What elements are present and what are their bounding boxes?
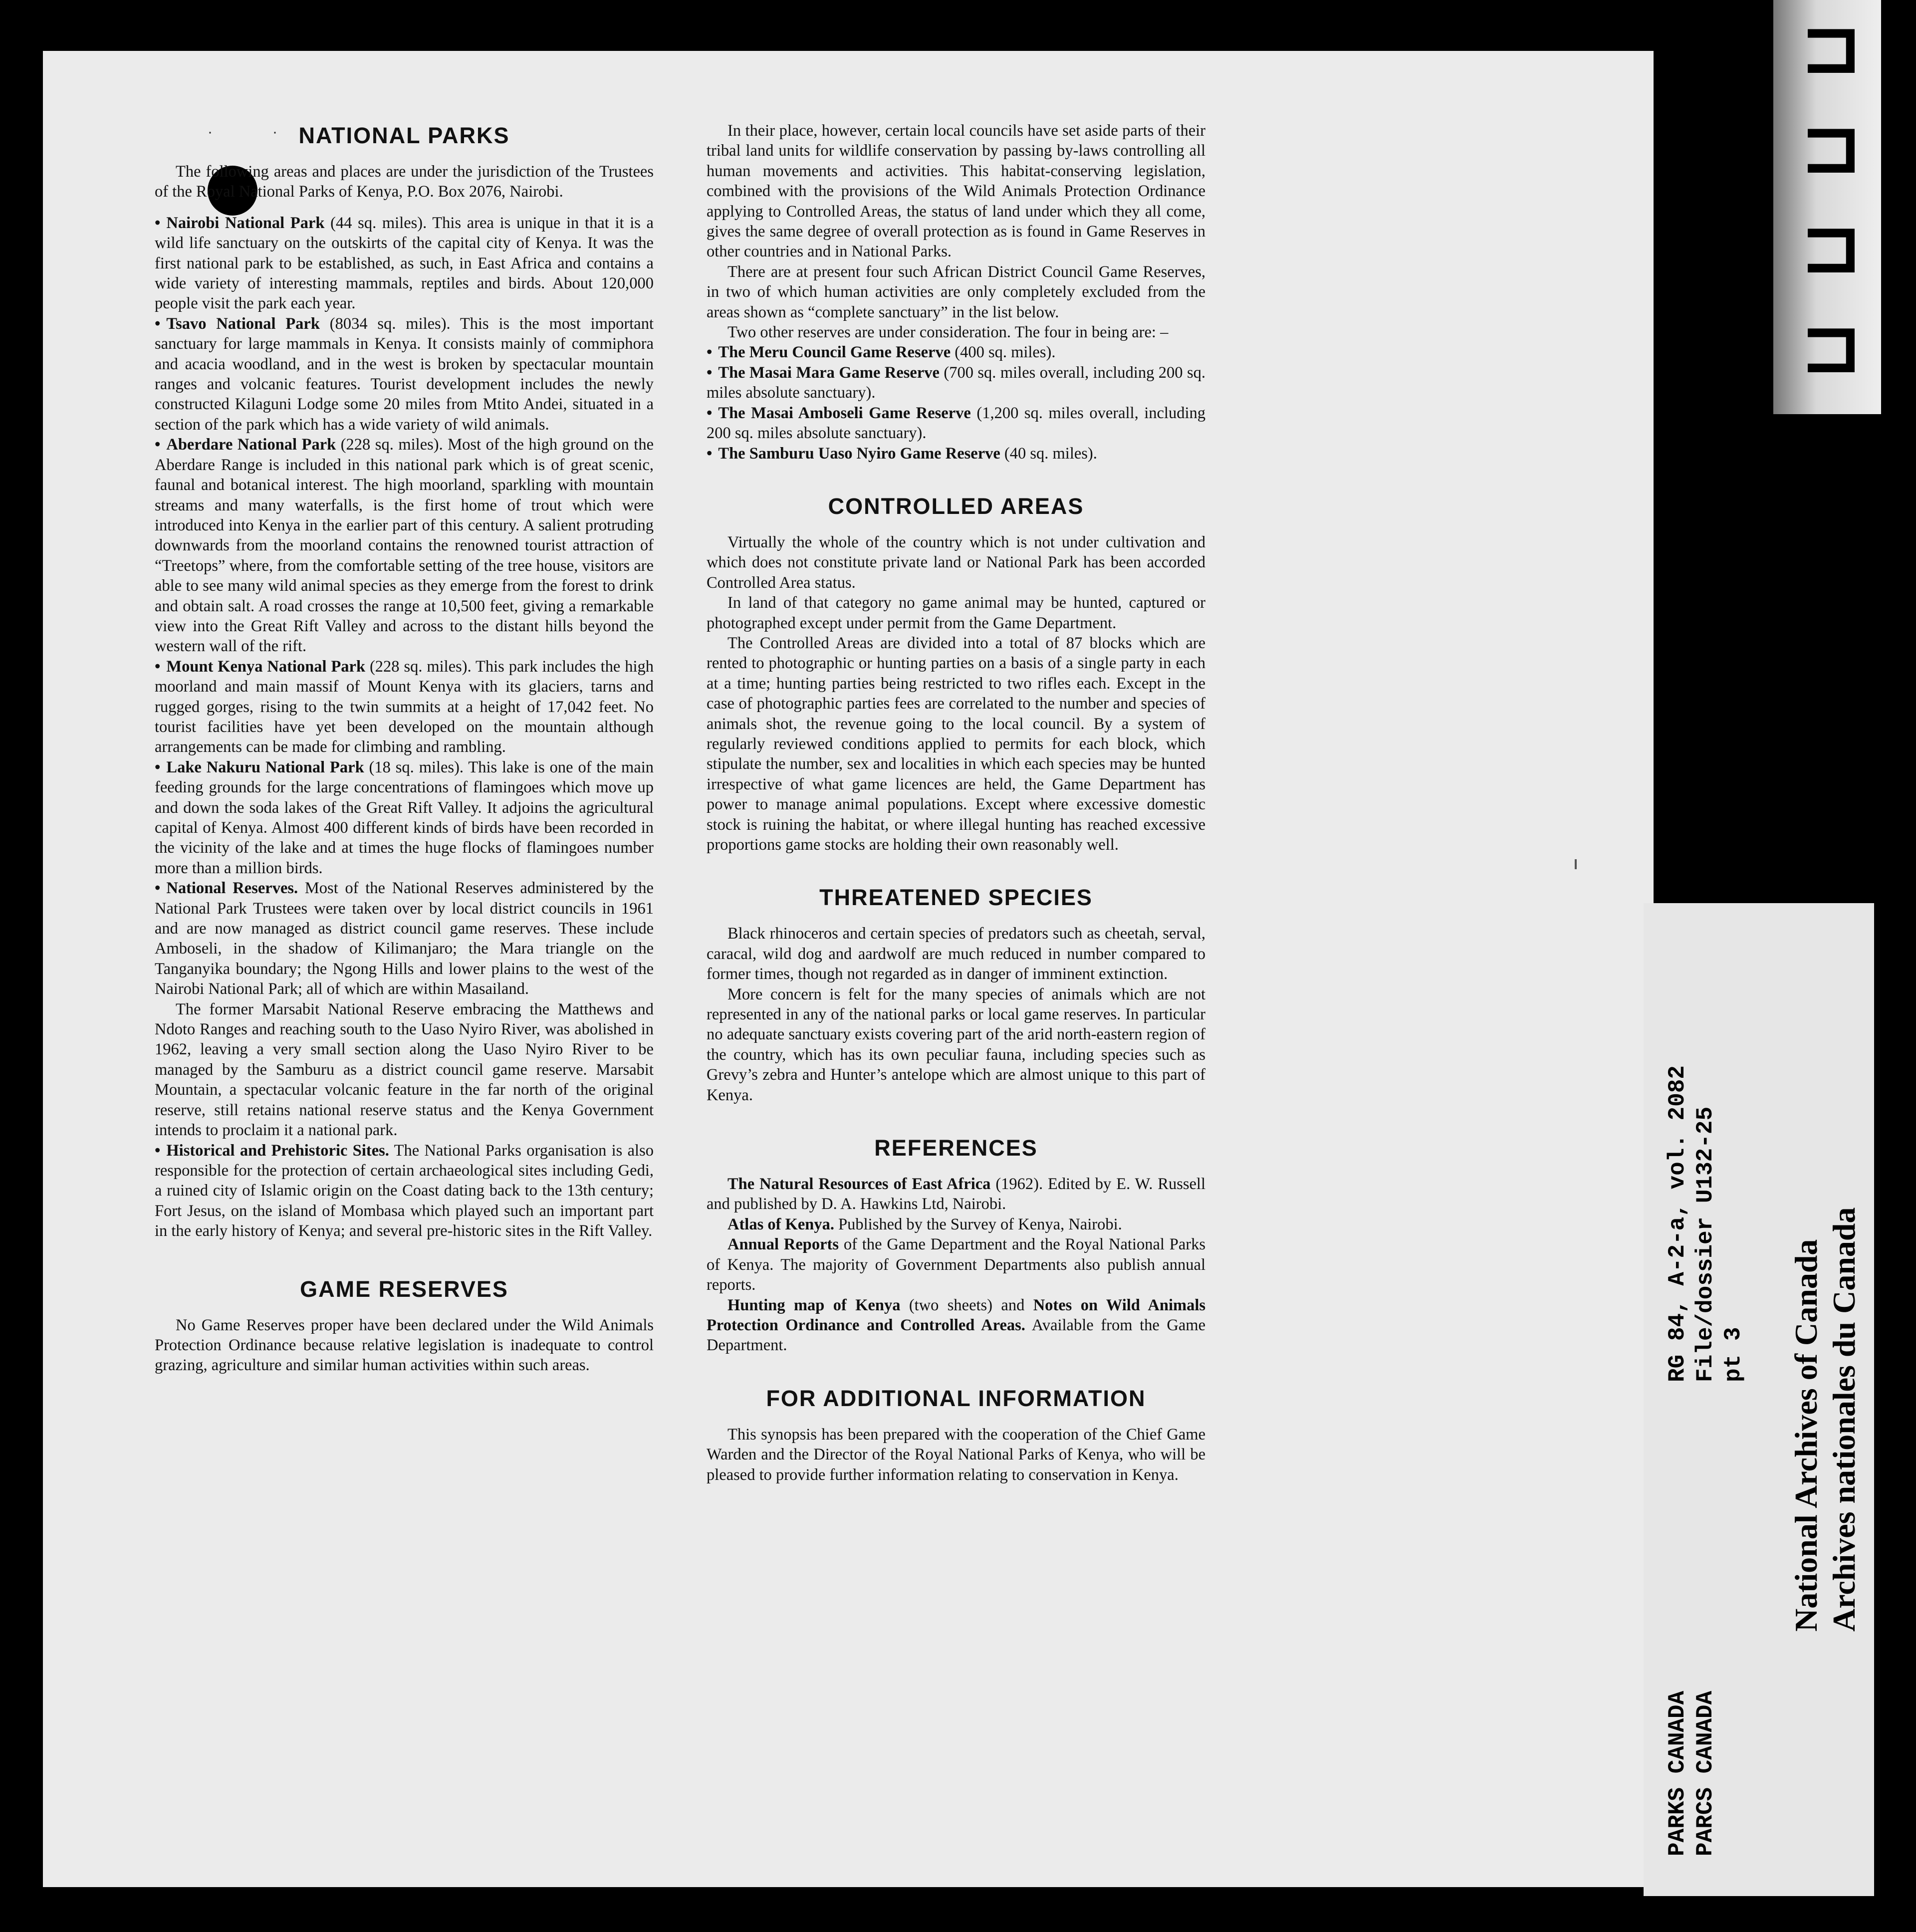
heading-threatened-species: THREATENED SPECIES <box>819 885 1093 911</box>
park-item: • Historical and Prehistoric Sites. The National Parks organisation is also responsible for the protection of certain archaeological sites including Gedi, a ruined city of Islamic origin on the Coast dating back to the 13th century; Fort Jesus, on the island of Mombasa which played such an important part in the early history of Kenya; and several pre-historic sites in the Rift Valley. <box>155 1141 654 1240</box>
reference-item: The Natural Resources of East Africa (1962). Edited by E. W. Russell and published by D. A. Hawkins Ltd, Nairobi. <box>707 1175 1205 1213</box>
page-dots: ·· <box>208 124 337 140</box>
threatened-species-p1: Black rhinoceros and certain species of predators such as cheetah, serval, caracal, wild dog and aardwolf are much reduced in number compared to former times, though not regarded as in danger of imminent extinction. <box>707 925 1205 983</box>
reference-item: Hunting map of Kenya (two sheets) and Notes on Wild Animals Protection Ordinance and Controlled Areas. Available from the Game Department. <box>707 1296 1205 1355</box>
heading-controlled-areas: CONTROLLED AREAS <box>828 493 1084 519</box>
heading-references: REFERENCES <box>874 1135 1038 1161</box>
archive-reference-text: RG 84, A-2-a, vol. 2082 File/dossier U132-25 pt 3 <box>1665 1065 1746 1382</box>
reserve-item: • The Samburu Uaso Nyiro Game Reserve (40 sq. miles). <box>707 444 1097 463</box>
edge-mark <box>1575 859 1577 869</box>
reserve-item: • The Masai Amboseli Game Reserve (1,200 sq. miles overall, including 200 sq. miles absolute sanctuary). <box>707 404 1205 443</box>
controlled-areas-p3: The Controlled Areas are divided into a total of 87 blocks which are rented to photographic or hunting parties on a basis of a single party in each at a time; hunting parties being restricted to two rifles each. Except in the case of photographic parties fees are correlated to the number and species of animals shot, the revenue going to the local council. By a system of regularly reviewed conditions applied to permits for each block, which stipulate the number, sex and localities in which each species may be hunted irrespective of what game licences are held, the Game Department has power to manage animal populations. Except where excessive domestic stock is ruining the habitat, or where illegal hunting has reached excessive proportions game stocks are holding their own reasonably well. <box>707 634 1205 854</box>
national-archives-text: National Archives of Canada Archives nationales du Canada <box>1788 1207 1862 1632</box>
parks-canada-text: PARKS CANADA PARCS CANADA <box>1665 1690 1718 1856</box>
game-reserves-p3: There are at present four such African District Council Game Reserves, in two of which human activities are only completely excluded from the areas shown as “complete sanctuary” in the list below. <box>707 262 1205 321</box>
frame-mark: ⊐ <box>1800 204 1863 290</box>
reserve-item: • The Meru Council Game Reserve (400 sq. miles). <box>707 343 1056 362</box>
reference-item: Annual Reports of the Game Department and the Royal National Parks of Kenya. The majority of Government Departments also publish annual reports. <box>707 1235 1205 1294</box>
frame-mark: ⊐ <box>1800 4 1863 91</box>
heading-game-reserves: GAME RESERVES <box>300 1276 508 1302</box>
controlled-areas-p1: Virtually the whole of the country which is not under cultivation and which does not constitute private land or National Park has been accorded Controlled Area status. <box>707 533 1205 592</box>
right-column <box>707 121 1205 1485</box>
heading-additional-information: FOR ADDITIONAL INFORMATION <box>766 1385 1146 1411</box>
frame-mark: ⊐ <box>1800 104 1863 191</box>
park-item: • Lake Nakuru National Park (18 sq. miles). This lake is one of the main feeding grounds for the large concentrations of flamingoes which move up and down the soda lakes of the Great Rift Valley. It adjoins the agricultural capital of Kenya. Almost 400 different kinds of birds have been recorded in the vicinity of the lake and at times the huge flocks of flamingoes number more than a million birds. <box>155 758 654 877</box>
park-item: • Tsavo National Park (8034 sq. miles). This is the most important sanctuary for large mammals in Kenya. It consists mainly of commiphora and acacia woodland, and in the west is broken by spectacular mountain ranges and volcanic features. Tourist development includes the newly constructed Kilaguni Lodge some 20 miles from Mtito Andei, situated in a section of the park which has a wide variety of wild animals. <box>155 314 654 434</box>
national-archives-label <box>1773 903 1874 1896</box>
controlled-areas-p2: In land of that category no game animal may be hunted, captured or photographed except under permit from the Game Department. <box>707 594 1205 632</box>
park-item: • Aberdare National Park (228 sq. miles). Most of the high ground on the Aberdare Range is included in this national park which is of great scenic, faunal and botanical interest. The high moorland, sparkling with mountain streams and many waterfalls, is the first home of trout which were introduced into Kenya in the earlier part of this century. A salient protruding downwards from the moorland contains the renowned tourist attraction of “Treetops” where, from the comfortable setting of the tree house, visitors are able to see many wild animal species as they emerge from the forest to drink and obtain salt. A road crosses the range at 10,500 feet, giving a remarkable view into the Great Rift Valley and across to the distant hills beyond the western wall of the rift. <box>155 436 654 656</box>
reference-item: Atlas of Kenya. Published by the Survey of Kenya, Nairobi. <box>727 1215 1122 1233</box>
reserve-item: • The Masai Mara Game Reserve (700 sq. miles overall, including 200 sq. miles absolute sanctuary). <box>707 363 1205 402</box>
threatened-species-p2: More concern is felt for the many species of animals which are not represented in any of the national parks or local game reserves. In particular no adequate sanctuary exists covering part of the arid north-eastern region of the country, which has its own peculiar fauna, including species such as Grevy’s zebra and Hunter’s antelope which are almost unique to this part of Kenya. <box>707 985 1205 1104</box>
frame-mark: ⊐ <box>1800 303 1863 390</box>
game-reserves-p4: Two other reserves are under consideration. The four in being are: – <box>727 323 1169 342</box>
additional-info-p1: This synopsis has been prepared with the cooperation of the Chief Game Warden and the Director of the Royal National Parks of Kenya, who will be pleased to provide further information relating to conservation in Kenya. <box>707 1425 1205 1484</box>
game-reserves-p1: No Game Reserves proper have been declared under the Wild Animals Protection Ordinance because relative legislation is inadequate to control grazing, agriculture and similar human activities within such areas. <box>155 1316 654 1375</box>
marsabit-paragraph: The former Marsabit National Reserve embracing the Matthews and Ndoto Ranges and reaching south to the Uaso Nyiro River, was abolished in 1962, leaving a very small section along the Uaso Nyiro River to be managed by the Samburu as a district council game reserve. Marsabit Mountain, a spectacular volcanic feature in the far north of the original reserve, still retains national reserve status and the Kenya Government intends to proclaim it a national park. <box>155 1000 654 1140</box>
park-item: • National Reserves. Most of the National Reserves administered by the National Park Trustees were taken over by local district councils in 1961 and are now managed as district council game reserves. These include Amboseli, in the shadow of Kilimanjaro; the Mara triangle on the Tanganyika boundary; the Ngong Hills and lower plains to the west of the Nairobi National Park; all of which are within Masailand. <box>155 879 654 998</box>
heading-national-parks: NATIONAL PARKS <box>298 123 510 148</box>
film-frame-strip <box>1773 0 1881 414</box>
parks-canada-label <box>1644 903 1773 1896</box>
park-item: • Mount Kenya National Park (228 sq. miles). This park includes the high moorland and main massif of Mount Kenya with its glaciers, tarns and rugged gorges, rising to the twin summits at a height of 17,042 feet. No tourist facilities have yet been developed on the mountain although arrangements can be made for climbing and rambling. <box>155 657 654 756</box>
national-parks-intro: The following areas and places are under the jurisdiction of the Trustees of the Royal National Parks of Kenya, P.O. Box 2076, Nairobi. <box>155 163 654 201</box>
park-item: • Nairobi National Park (44 sq. miles). This area is unique in that it is a wild life sanctuary on the outskirts of the capital city of Kenya. It was the first national park to be established, as such, in East Africa and contains a wide variety of interesting mammals, reptiles and birds. About 120,000 people visit the park each year. <box>155 214 654 313</box>
document-page <box>43 51 1654 1887</box>
game-reserves-p2: In their place, however, certain local councils have set aside parts of their tribal land units for wildlife conservation by passing by-laws controlling all human movements and activities. This habitat-conserving legislation, combined with the provisions of the Wild Animals Protection Ordinance applying to Controlled Areas, the status of land under which they all come, gives the same degree of overall protection as is found in Game Reserves in other countries and in National Parks. <box>707 122 1205 261</box>
left-column <box>155 121 654 1376</box>
